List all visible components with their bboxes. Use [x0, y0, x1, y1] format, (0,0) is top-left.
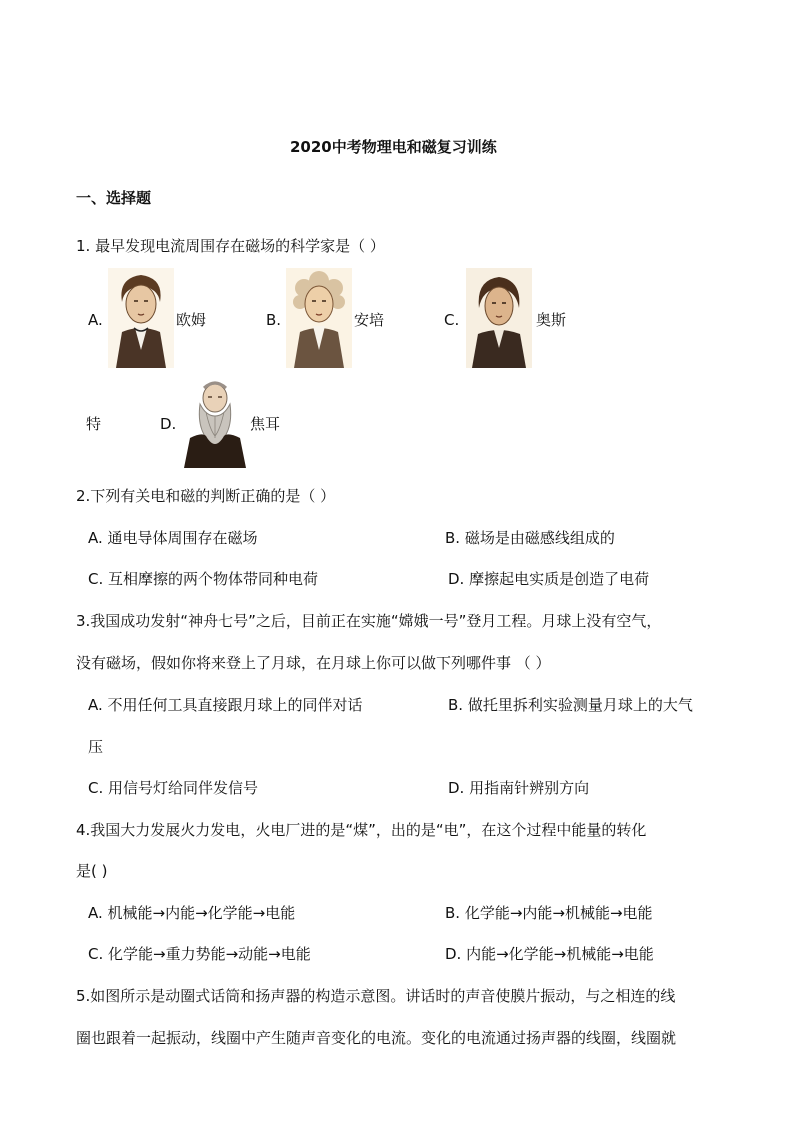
q3-option-b: B. 做托里拆利实验测量月球上的大气: [448, 696, 693, 714]
question-2-stem: 2.下列有关电和磁的判断正确的是（ ）: [76, 487, 336, 505]
q4-option-c: C. 化学能→重力势能→动能→电能: [88, 945, 311, 963]
portrait-ohm: [108, 268, 174, 368]
q1-option-d-letter: D.: [160, 415, 177, 433]
q4-option-b: B. 化学能→内能→机械能→电能: [445, 904, 653, 922]
portrait-oersted: [466, 268, 532, 368]
section-heading: 一、选择题: [76, 189, 152, 207]
question-3-stem-line2: 没有磁场，假如你将来登上了月球，在月球上你可以做下列哪件事 （ ）: [76, 654, 551, 672]
question-4-stem-line1: 4.我国大力发展火力发电，火电厂进的是“煤”，出的是“电”，在这个过程中能量的转化: [76, 821, 647, 839]
q2-option-a: A. 通电导体周围存在磁场: [88, 529, 258, 547]
q2-option-b: B. 磁场是由磁感线组成的: [445, 529, 615, 547]
q3-option-b-wrap: 压: [88, 738, 104, 756]
q3-option-d: D. 用指南针辨别方向: [448, 779, 590, 797]
portrait-ampere: [286, 268, 352, 368]
question-4-stem-line2: 是( ): [76, 862, 108, 880]
q1-option-b-name: 安培: [354, 311, 385, 329]
q1-option-c-letter: C.: [444, 311, 460, 329]
q2-option-d: D. 摩擦起电实质是创造了电荷: [448, 570, 650, 588]
page-title: 2020中考物理电和磁复习训练: [290, 138, 497, 156]
q1-option-a-letter: A.: [88, 311, 103, 329]
question-5-line2: 圈也跟着一起振动，线圈中产生随声音变化的电流。变化的电流通过扬声器的线圈，线圈就: [76, 1029, 677, 1047]
q1-option-a-name: 欧姆: [176, 311, 207, 329]
q1-option-c-name: 奥斯: [536, 311, 567, 329]
q1-option-b-letter: B.: [266, 311, 282, 329]
q3-option-a: A. 不用任何工具直接跟月球上的同伴对话: [88, 696, 363, 714]
question-3-stem-line1: 3.我国成功发射“神舟七号”之后，目前正在实施“嫦娥一号”登月工程。月球上没有空气，: [76, 612, 662, 630]
q3-option-c: C. 用信号灯给同伴发信号: [88, 779, 259, 797]
question-1-stem: 1. 最早发现电流周围存在磁场的科学家是（ ）: [76, 237, 385, 255]
q2-option-c: C. 互相摩擦的两个物体带同种电荷: [88, 570, 319, 588]
q4-option-d: D. 内能→化学能→机械能→电能: [445, 945, 654, 963]
question-5-line1: 5.如图所示是动圈式话筒和扬声器的构造示意图。讲话时的声音使膜片振动，与之相连的线: [76, 987, 676, 1005]
portrait-joule: [182, 376, 248, 468]
q1-option-c-wrap: 特: [86, 415, 102, 433]
q4-option-a: A. 机械能→内能→化学能→电能: [88, 904, 296, 922]
q1-option-d-name: 焦耳: [250, 415, 281, 433]
